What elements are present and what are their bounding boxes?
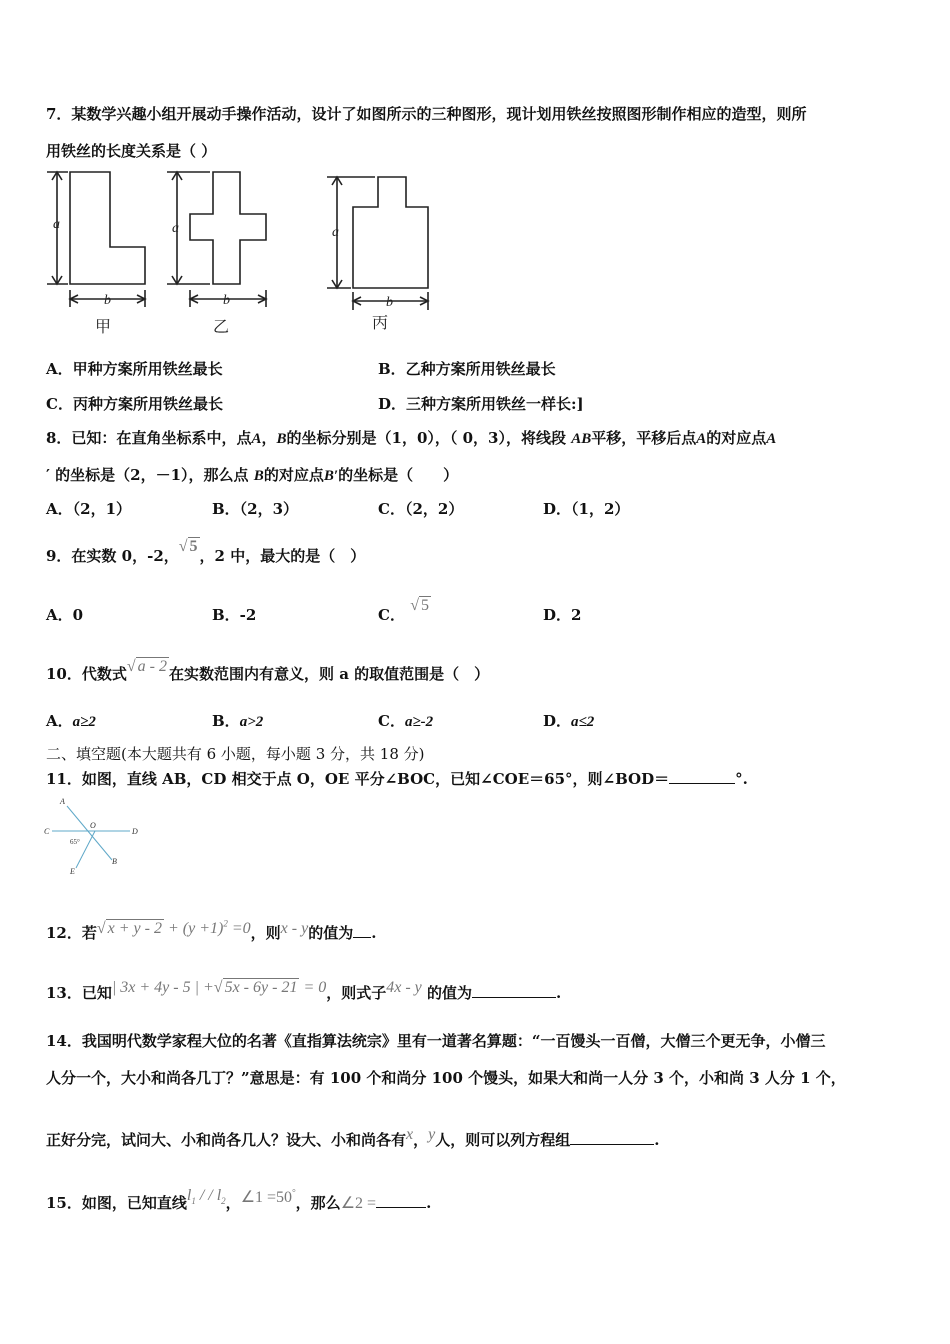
q10-option-a: A．a≥2	[46, 712, 96, 730]
q9-option-b: B．-2	[212, 606, 257, 624]
shape-yi	[190, 172, 266, 284]
q11-answer-blank[interactable]	[669, 769, 735, 784]
q7-option-d: D．三种方案所用铁丝一样长:]	[378, 395, 584, 413]
dim-b-jia: b	[104, 293, 111, 308]
svg-text:A: A	[60, 797, 65, 806]
dim-a-bing: a	[332, 225, 339, 240]
q13-stem: 13．已知| 3x + 4y - 5 | +√ 5x - 6y - 21 = 0，则式子4x - y 的值为 .	[46, 979, 562, 1002]
dim-a-jia: a	[53, 217, 60, 232]
q14-answer-blank[interactable]	[570, 1130, 654, 1145]
dim-b-bing: b	[386, 295, 393, 310]
q11-figure	[40, 794, 150, 876]
q7-stem-line2: 用铁丝的长度关系是（ ）	[46, 142, 217, 160]
q14-stem-line3: 正好分完，试问大、小和尚各几人？设大、小和尚各有x，y人，则可以列方程组 .	[46, 1126, 660, 1149]
q9-option-c-sqrt5: 5	[420, 597, 429, 614]
svg-text:C: C	[44, 827, 50, 836]
dim-a-yi: a	[172, 221, 179, 236]
q8-stem-line1: 8．已知：在直角坐标系中，点A，B的坐标分别是（1，0），（ 0，3），将线段 AB平移，平移后点A的对应点A	[46, 429, 777, 447]
q13-radical: 5x - 6y - 21	[224, 979, 298, 996]
svg-text:O: O	[90, 821, 96, 830]
q8-option-a: A．（2，1）	[46, 500, 132, 518]
q8-option-b: B．（2，3）	[212, 500, 299, 518]
q9-option-c: C． √ 5	[378, 597, 429, 624]
q15-stem: 15．如图，已知直线$l_1$ / / $l_2$，∠1 =50°，那么∠2 = .	[46, 1187, 432, 1212]
q7-option-b: B．乙种方案所用铁丝最长	[378, 360, 556, 378]
q8-option-d: D．（1，2）	[543, 500, 630, 518]
q7-figures	[40, 162, 440, 342]
q14-stem-line2: 人分一个，大小和尚各几丁？”意思是：有 100 个和尚分 100 个馒头，如果大和尚一人分 3 个，小和尚 3 人分 1 个，	[46, 1069, 846, 1087]
q9-stem: 9．在实数 0，-2，√ 5，2 中，最大的是（ ）	[46, 538, 366, 565]
dim-b-yi: b	[223, 293, 230, 308]
q10-option-c: C．a≥-2	[378, 712, 434, 730]
label-jia: 甲	[95, 319, 112, 336]
svg-text:D: D	[132, 827, 138, 836]
q14-stem-line1: 14．我国明代数学家程大位的名著《直指算法统宗》里有一道著名算题：“一百馒头一百僧，大僧三个更无争，小僧三	[46, 1032, 826, 1050]
q12-radical: x + y - 2	[107, 920, 162, 937]
q12-stem: 12．若√ $x + y - 2 + (y +1)^2 =0$，则x - y的值为 .	[46, 918, 377, 942]
q10-stem: 10．代数式√ a - 2 在实数范围内有意义，则 a 的取值范围是（ ）	[46, 658, 490, 683]
q7-option-a: A．甲种方案所用铁丝最长	[46, 360, 223, 378]
q15-answer-blank[interactable]	[376, 1193, 426, 1208]
svg-text:E: E	[70, 867, 75, 876]
q8-stem-line2: ′ 的坐标是（2，－1），那么点 B的对应点B′的坐标是（ ）	[46, 466, 459, 484]
q10-option-b: B．a>2	[212, 712, 264, 730]
label-yi: 乙	[213, 319, 230, 336]
q7-option-c: C．丙种方案所用铁丝最长	[46, 395, 223, 413]
q7-stem-line1: 7．某数学兴趣小组开展动手操作活动，设计了如图所示的三种图形，现计划用铁丝按照图形制作相应的造型，则所	[46, 105, 807, 123]
q10-radical: a - 2	[137, 658, 167, 675]
q13-answer-blank[interactable]	[472, 983, 556, 998]
q12-answer-blank[interactable]	[353, 923, 371, 938]
shape-jia	[70, 172, 145, 284]
q13-expr: 4x - y	[386, 979, 422, 996]
section-2-heading: 二、填空题(本大题共有 6 小题，每小题 3 分，共 18 分)	[46, 745, 425, 763]
q11-angle-label: 65°	[70, 838, 80, 846]
q11-stem: 11．如图，直线 AB，CD 相交于点 O，OE 平分∠BOC，已知∠COE＝65°，则∠BOD＝ °.	[46, 770, 748, 788]
q8-option-c: C．（2，2）	[378, 500, 464, 518]
svg-text:B: B	[112, 857, 117, 866]
label-bing: 丙	[372, 315, 389, 332]
shape-bing	[353, 177, 428, 288]
q10-option-d: D．a≤2	[543, 712, 595, 730]
q9-option-a: A．0	[46, 606, 84, 624]
q9-sqrt5: 5	[189, 538, 198, 555]
q9-option-d: D．2	[543, 606, 582, 624]
q12-expr: x - y	[280, 920, 309, 937]
